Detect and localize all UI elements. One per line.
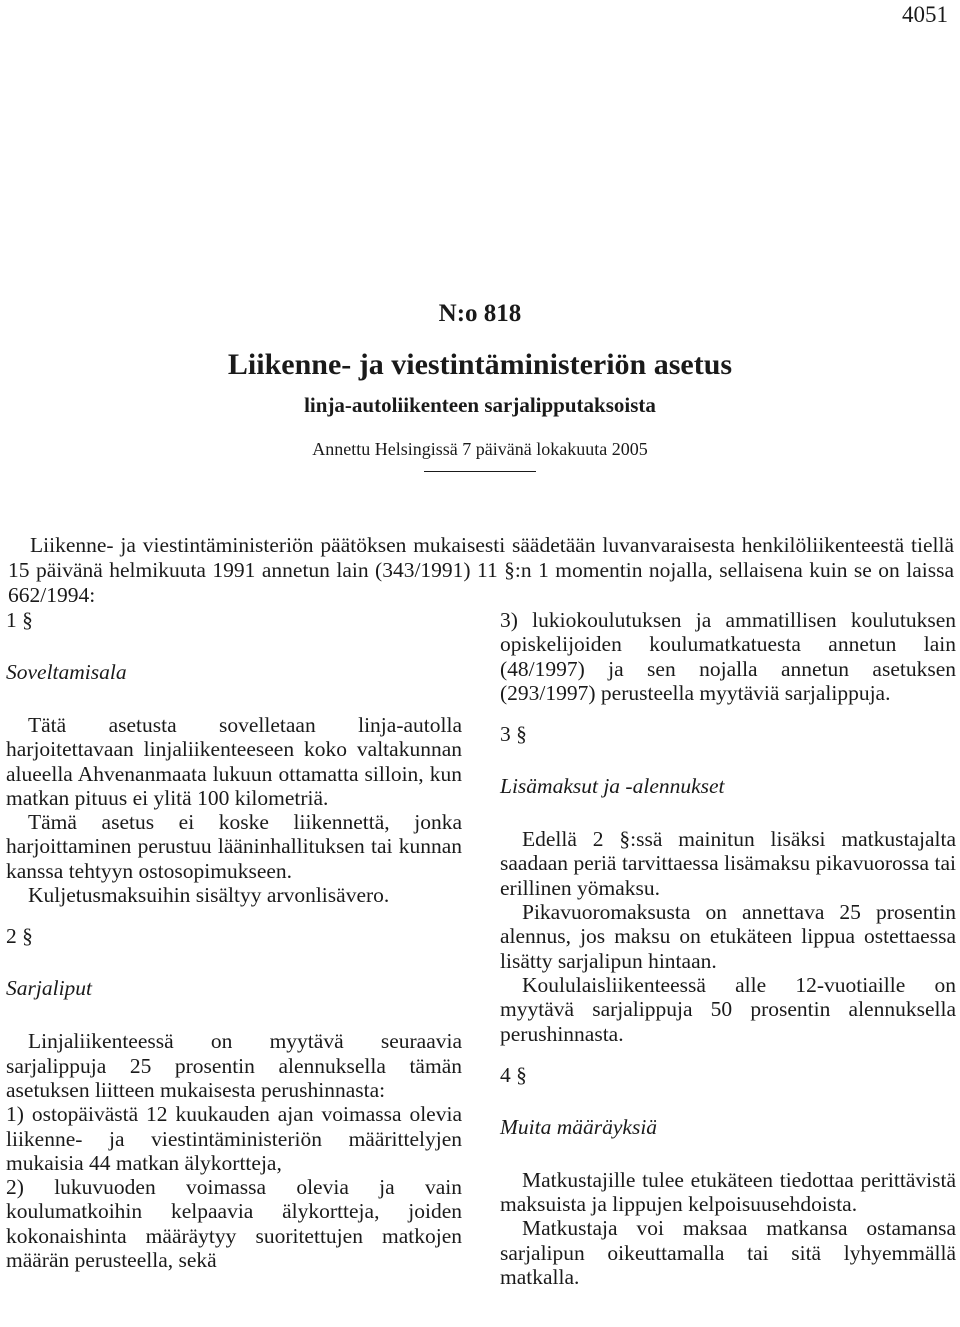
section-1-number: 1 § <box>6 608 33 632</box>
section-4-number: 4 § <box>500 1062 527 1087</box>
page-number: 4051 <box>902 2 948 27</box>
section-3-title: Lisämaksut ja -alennukset <box>500 774 725 799</box>
section-1-paragraph: Tämä asetus ei koske liikennettä, jonka harjoittaminen perustuu lääninhallituksen tai kunnan kanssa tehtyyn ostosopimukseen. <box>6 810 462 883</box>
section-2-title: Sarjaliput <box>6 976 93 1001</box>
section-2-list-item: 2) lukuvuoden voimassa olevia ja vain koulumatkoihin kelpaavia älykortteja, joiden kokonaishinta määräytyy suoritettujen matkojen määrän perusteella, sekä <box>6 1175 462 1273</box>
section-1-paragraph: Tätä asetusta sovelletaan linja-autolla harjoitettavaan linjaliikenteeseen koko valtakunnan alueella Ahvenanmaata lukuun ottamatta silloin, kun matkan pituus ei ylitä 100 kilometriä. <box>6 713 462 810</box>
section-4-title: Muita määräyksiä <box>500 1114 658 1139</box>
document-subtitle: linja-autoliikenteen sarjalipputaksoista <box>304 393 656 417</box>
document-number: N:o 818 <box>438 300 522 327</box>
section-2-list-item: 3) lukiokoulutuksen ja ammatillisen koulutuksen opiskelijoiden koulumatkatuesta annetun lain (48/1997) ja sen nojalla annetun asetuksen (293/1997) perusteella myytäviä sarjalippuja. <box>500 608 956 705</box>
section-3-number: 3 § <box>500 722 527 747</box>
section-4-paragraph: Matkustajille tulee etukäteen tiedottaa perittävistä maksuista ja lippujen kelpoisuusehdoista. <box>500 1167 956 1217</box>
preamble: Liikenne- ja viestintäministeriön päätöksen mukaisesti säädetään luvanvaraisesta henkilöliikenteestä tiellä 15 päivänä helmikuuta 1991 annetun lain (343/1991) 11 §:n 1 momentin nojalla, sellaisena kuin se on laissa 662/1994: <box>8 532 954 607</box>
section-2-list-item: 1) ostopäivästä 12 kuukauden ajan voimassa olevia liikenne- ja viestintäministeriön määrittelyjen mukaisia 44 matkan älykortteja, <box>6 1102 462 1175</box>
section-3-paragraph: Pikavuoromaksusta on annettava 25 prosentin alennus, jos maksu on etukäteen lippua ostettaessa lisätty sarjalipun hintaan. <box>500 900 956 973</box>
document-title: Liikenne- ja viestintäministeriön asetus <box>227 348 733 381</box>
section-1-title: Soveltamisala <box>6 660 127 684</box>
header-divider <box>424 471 536 472</box>
section-3-paragraph: Edellä 2 §:ssä mainitun lisäksi matkustajalta saadaan periä tarvittaessa lisämaksu pikavuorossa tai erillinen yömaksu. <box>500 827 956 900</box>
issue-date-line: Annettu Helsingissä 7 päivänä lokakuuta 2005 <box>312 439 648 459</box>
section-1-paragraph: Kuljetusmaksuihin sisältyy arvonlisävero. <box>28 883 390 908</box>
section-3-paragraph: Koululaisliikenteessä alle 12-vuotiaille on myytävä sarjalippuja 50 prosentin alennuksella perushinnasta. <box>500 972 956 1046</box>
right-column <box>500 608 956 1289</box>
document-header <box>0 296 960 472</box>
section-2-intro: Linjaliikenteessä on myytävä seuraavia sarjalippuja 25 prosentin alennuksella tämän asetuksen liitteen mukaisesta perushinnasta: <box>6 1029 462 1102</box>
section-2-number: 2 § <box>6 924 33 949</box>
left-column <box>6 608 462 1272</box>
section-4-paragraph: Matkustaja voi maksaa matkansa ostamansa sarjalipun oikeuttamalla tai sitä lyhyemmällä matkalla. <box>500 1216 956 1290</box>
